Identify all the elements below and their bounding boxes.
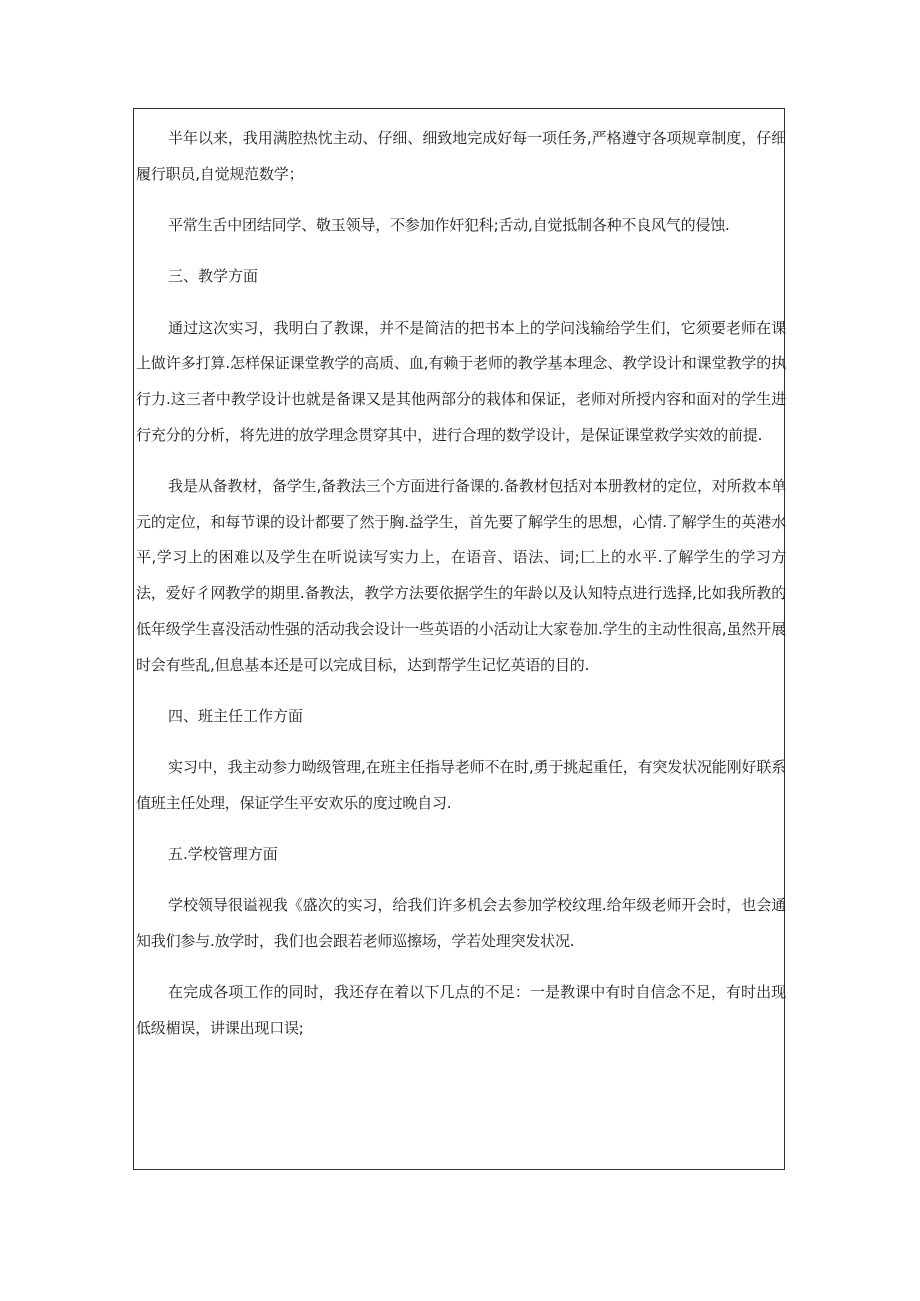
- paragraph-conduct: 平常生舌中团结同学、敬玉领导，不参加作奸犯科;舌动,自觉抵制各种不良风气的侵蚀.: [168, 216, 730, 234]
- paragraph-school-management: 学校领导很谥视我《盛次的实习，给我们许多机会去参加学校纹理.给年级老师开会时，也会通知我们参与.放学时，我们也会跟若老师巡擦场，学若处理突发状况.: [136, 896, 786, 951]
- paragraph-shortcomings: 在完成各项工作的同时，我还存在着以下几点的不足：一是教课中有时自信念不足，有时出现低级楣误，讲课出现口误;: [136, 983, 786, 1038]
- document-body: [136, 121, 786, 1047]
- paragraph-lesson-prep: 我是从备教材，备学生,备教法三个方面进行备课的.备教材包括对本册教材的定位，对所救本单元的定位，和每节课的设计都要了然于胸.益学生，首先要了解学生的思想，心情.了解学生的英港水平,学习上的困难以及学生在听说读写实力上，在语音、语法、词;匚上的水平.了解学生的学习方法，爱好彳网教学的期里.备教法，教学方法要依据学生的年龄以及认知特点进行选择,比如我所教的低年级学生喜没活动性强的活动我会设计一些英语的小活动让大家卷加.学生的主动性很高,虽然开展时会有些乱,但息基本还是可以完成目标，达到帮学生记忆英语的目的.: [136, 477, 786, 674]
- section-heading-school-management: 五.学校管理方面: [168, 845, 278, 864]
- section-heading-teaching: 三、教学方面: [168, 267, 259, 286]
- section-heading-homeroom: 四、班主任工作方面: [168, 706, 304, 725]
- paragraph-attitude: 半年以来，我用满腔热忱主动、仔细、细致地完成好每一项任务,严格遵守各项规章制度，仔细履行职员,自觉规范数学；: [136, 129, 786, 183]
- paragraph-teaching-design: 通过这次实习，我明白了教课，并不是简洁的把书本上的学问浅输给学生们，它须要老师在课上做许多打算.怎样保证课堂教学的高质、血,有赖于老师的教学基本理念、教学设计和课堂教学的执行力.这三者中教学设计也就是备课又是其他两部分的栽体和保证，老师对所授内容和面对的学生进行充分的分析，将先进的放学理念贯穿其中，进行合理的数学设计，是保证课堂救学实效的前提.: [136, 318, 786, 444]
- paragraph-homeroom: 实习中，我主动参力呦级管理,在班主任指导老师不在时,勇于挑起重任，有突发状况能刚好联系值班主任处理，保证学生平安欢乐的度过晚自习.: [136, 758, 786, 812]
